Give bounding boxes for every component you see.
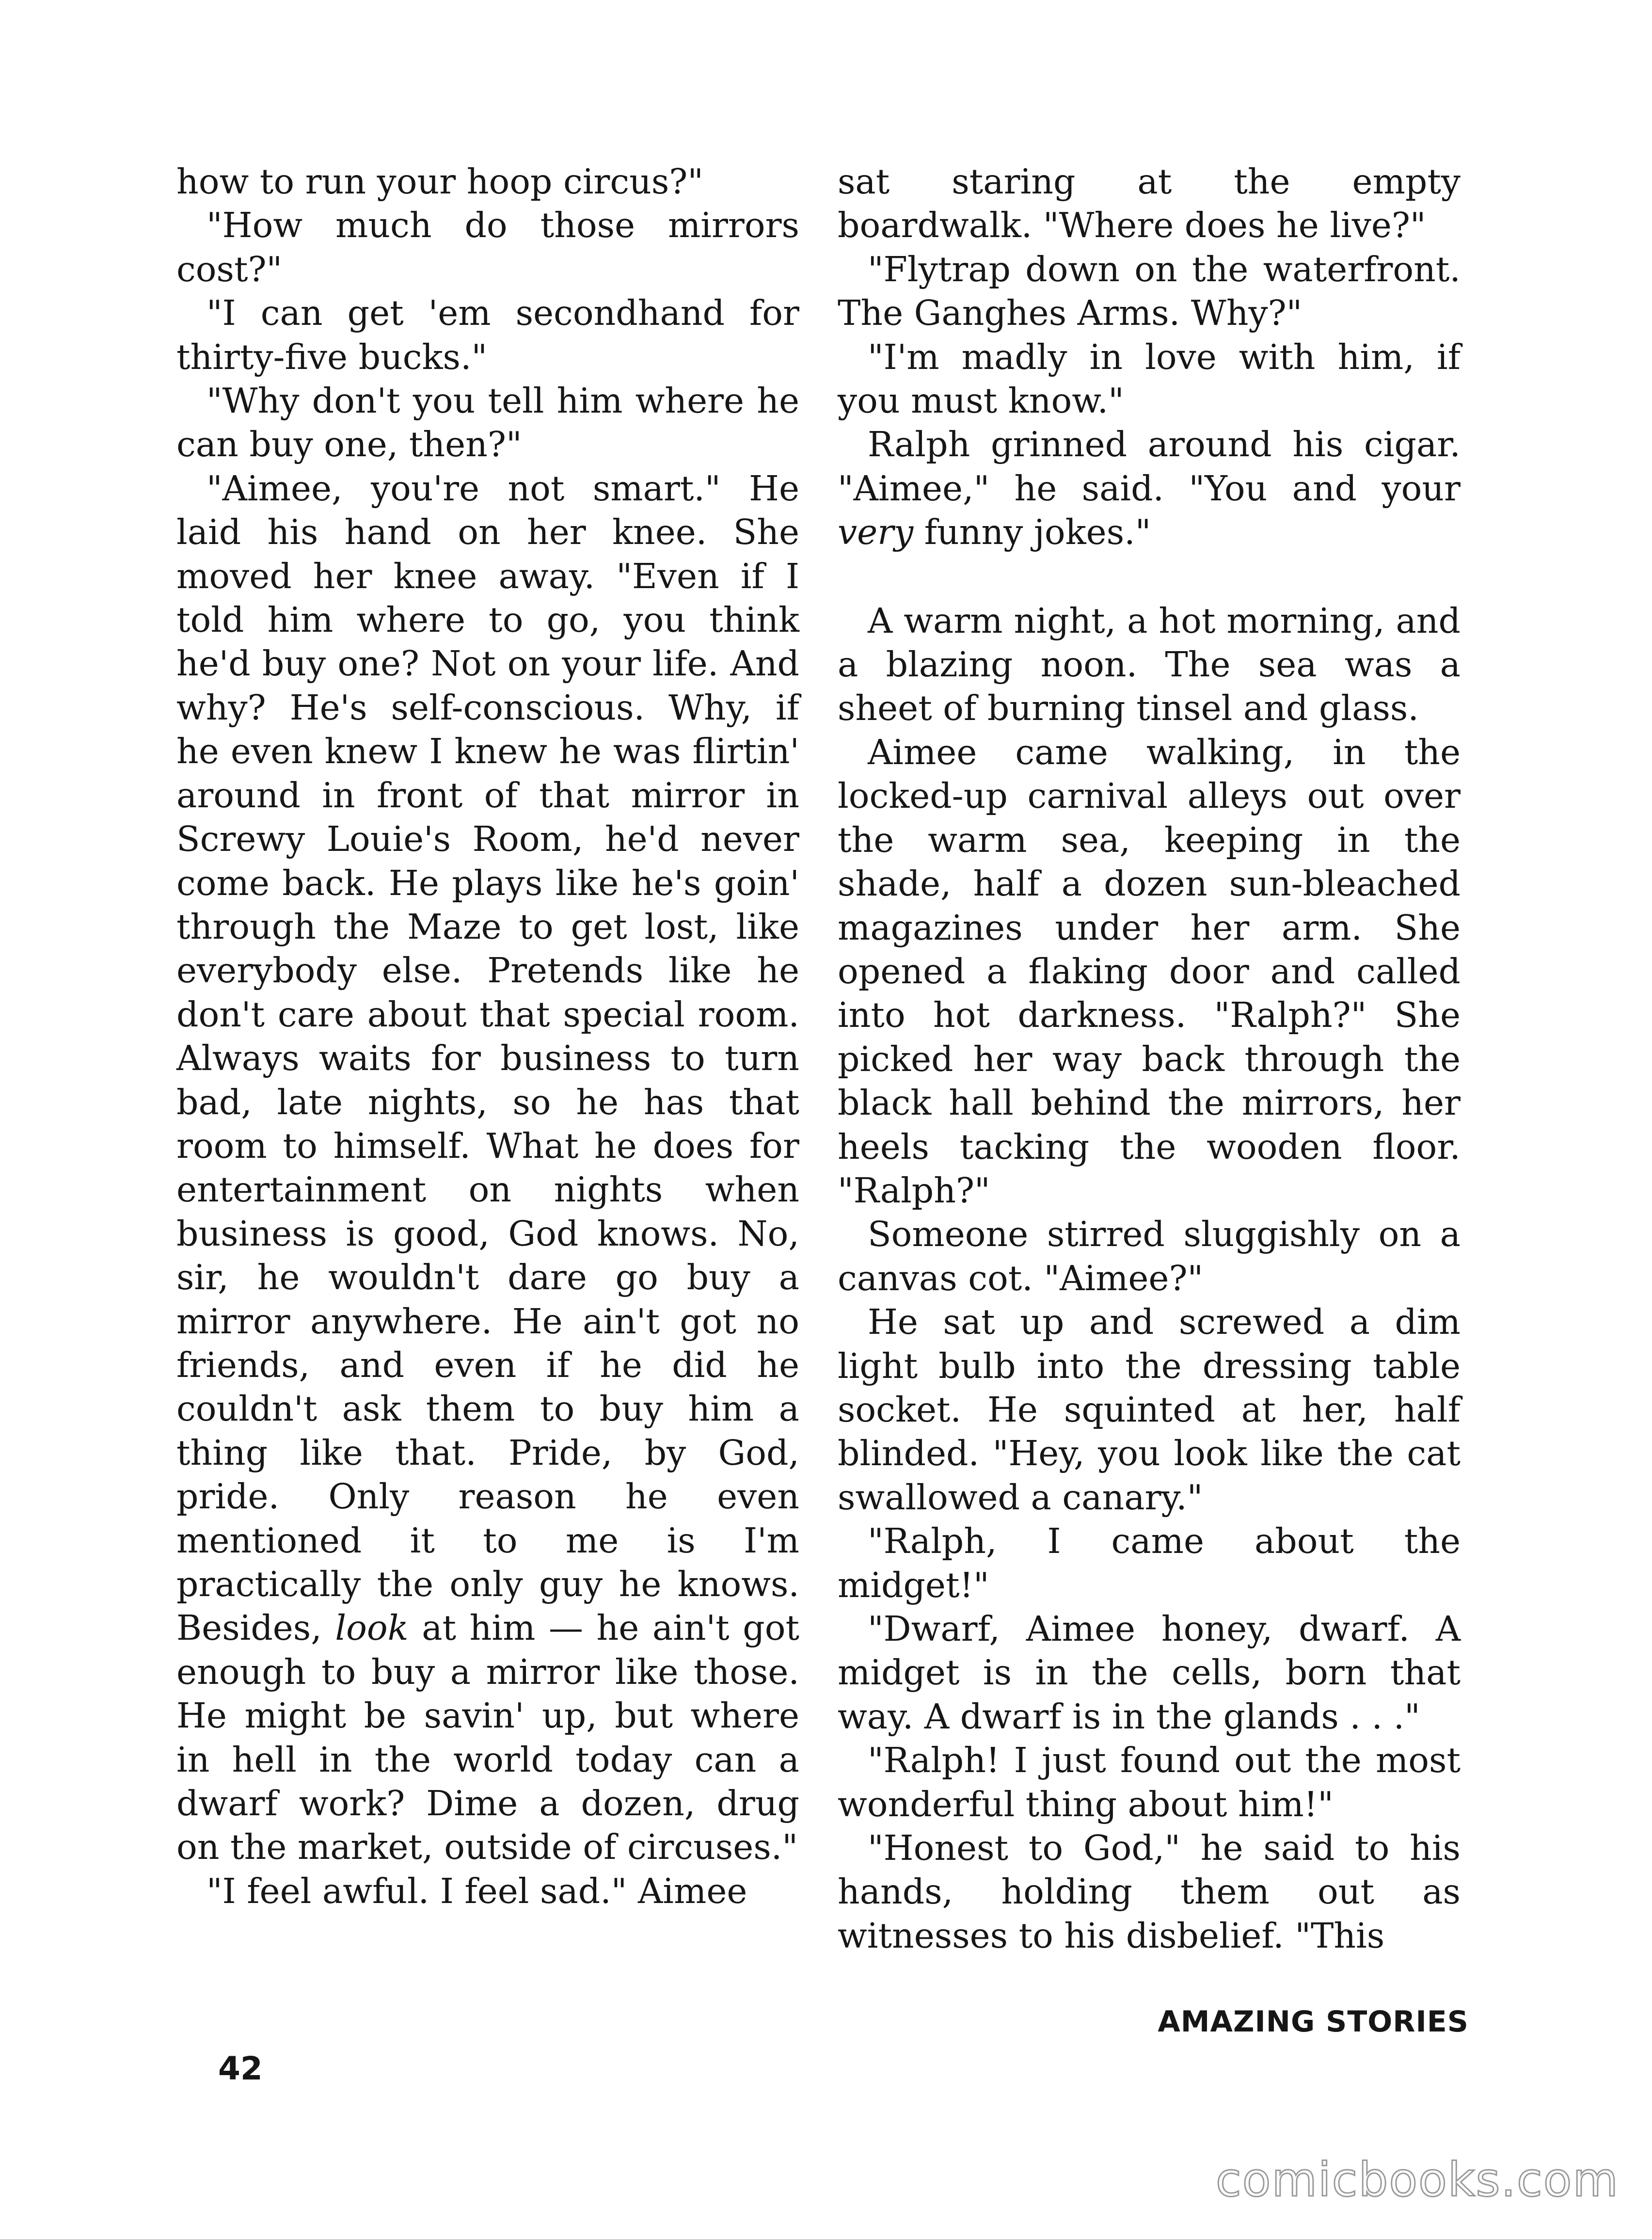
- paragraph: He sat up and screwed a dim light bulb into the dressing table socket. He squinted at her, half blinded. "Hey, you look like the cat swallowed a canary.": [838, 1302, 1461, 1518]
- paragraph: A warm night, a hot morning, and a blazing noon. The sea was a sheet of burning tinsel and glass.: [838, 600, 1461, 729]
- paragraph: [838, 423, 1461, 554]
- paragraph: "Dwarf, Aimee honey, dwarf. A midget is in the cells, born that way. A dwarf is in the glands . . .": [838, 1609, 1461, 1737]
- watermark: comicbooks.com: [1215, 2153, 1619, 2207]
- paragraph: Aimee came walking, in the locked-up carnival alleys out over the warm sea, keeping in the shade, half a dozen sun-bleached magazines under her arm. She opened a flaking door and called into hot darkness. "Ralph?" She picked her way back through the black hall behind the mirrors, her heels tacking the wooden floor. "Ralph?": [838, 732, 1461, 1211]
- paragraph: "Ralph, I came about the midget!": [838, 1521, 1461, 1605]
- text-run: funny jokes.": [913, 512, 1151, 553]
- left-column: [176, 160, 799, 1913]
- paragraph: "Honest to God," he said to his hands, holding them out as witnesses to his disbelief. "This: [838, 1828, 1461, 1956]
- paragraph: "Flytrap down on the waterfront. The Ganghes Arms. Why?": [838, 249, 1461, 334]
- paragraph: "I'm madly in love with him, if you must know.": [838, 336, 1461, 421]
- paragraph: [176, 467, 799, 1870]
- emphasis-text: look: [335, 1608, 409, 1648]
- emphasis-text: very: [838, 512, 914, 553]
- paragraph: "I feel awful. I feel sad." Aimee: [206, 1871, 747, 1911]
- paragraph: "Why don't you tell him where he can buy one, then?": [176, 381, 799, 465]
- magazine-title: AMAZING STORIES: [1158, 2005, 1469, 2039]
- text-run: Ralph grinned around his cigar. "Aimee," he said. "You and your: [838, 424, 1461, 509]
- paragraph: Someone stirred sluggishly on a canvas cot. "Aimee?": [838, 1214, 1461, 1298]
- page-number: 42: [218, 2050, 263, 2087]
- right-column: [838, 160, 1461, 1958]
- text-run: at him — he ain't got enough to buy a mirror like those. He might be savin' up, but where in hell in the world today can a dwarf work? Dime a dozen, drug on the market, outside of circuses.": [176, 1608, 799, 1868]
- paragraph: "How much do those mirrors cost?": [176, 205, 799, 289]
- text-run: "Aimee, you're not smart." He laid his hand on her knee. She moved her knee away. "Even if I told him where to go, you think he'd buy one? Not on your life. And why? He's self-conscious. Why, if he even knew I knew he was flirtin' around in front of that mirror in Screwy Louie's Room, he'd never come back. He plays like he's goin' through the Maze to get lost, like everybody else. Pretends like he don't care about that special room. Always waits for business to turn bad, late nights, so he has that room to himself. What he does for entertainment on nights when business is good, God knows. No, sir, he wouldn't dare go buy a mirror anywhere. He ain't got no friends, and even if he did he couldn't ask them to buy him a thing like that. Pride, by God, pride. Only reason he even mentioned it to me is I'm practically the only guy he knows. Besides,: [176, 468, 799, 1648]
- paragraph: "I can get 'em secondhand for thirty-five bucks.": [176, 293, 799, 377]
- paragraph: "Ralph! I just found out the most wonderful thing about him!": [838, 1740, 1461, 1824]
- paragraph: how to run your hoop circus?": [176, 161, 704, 202]
- paragraph: sat staring at the empty boardwalk. "Where does he live?": [838, 161, 1461, 246]
